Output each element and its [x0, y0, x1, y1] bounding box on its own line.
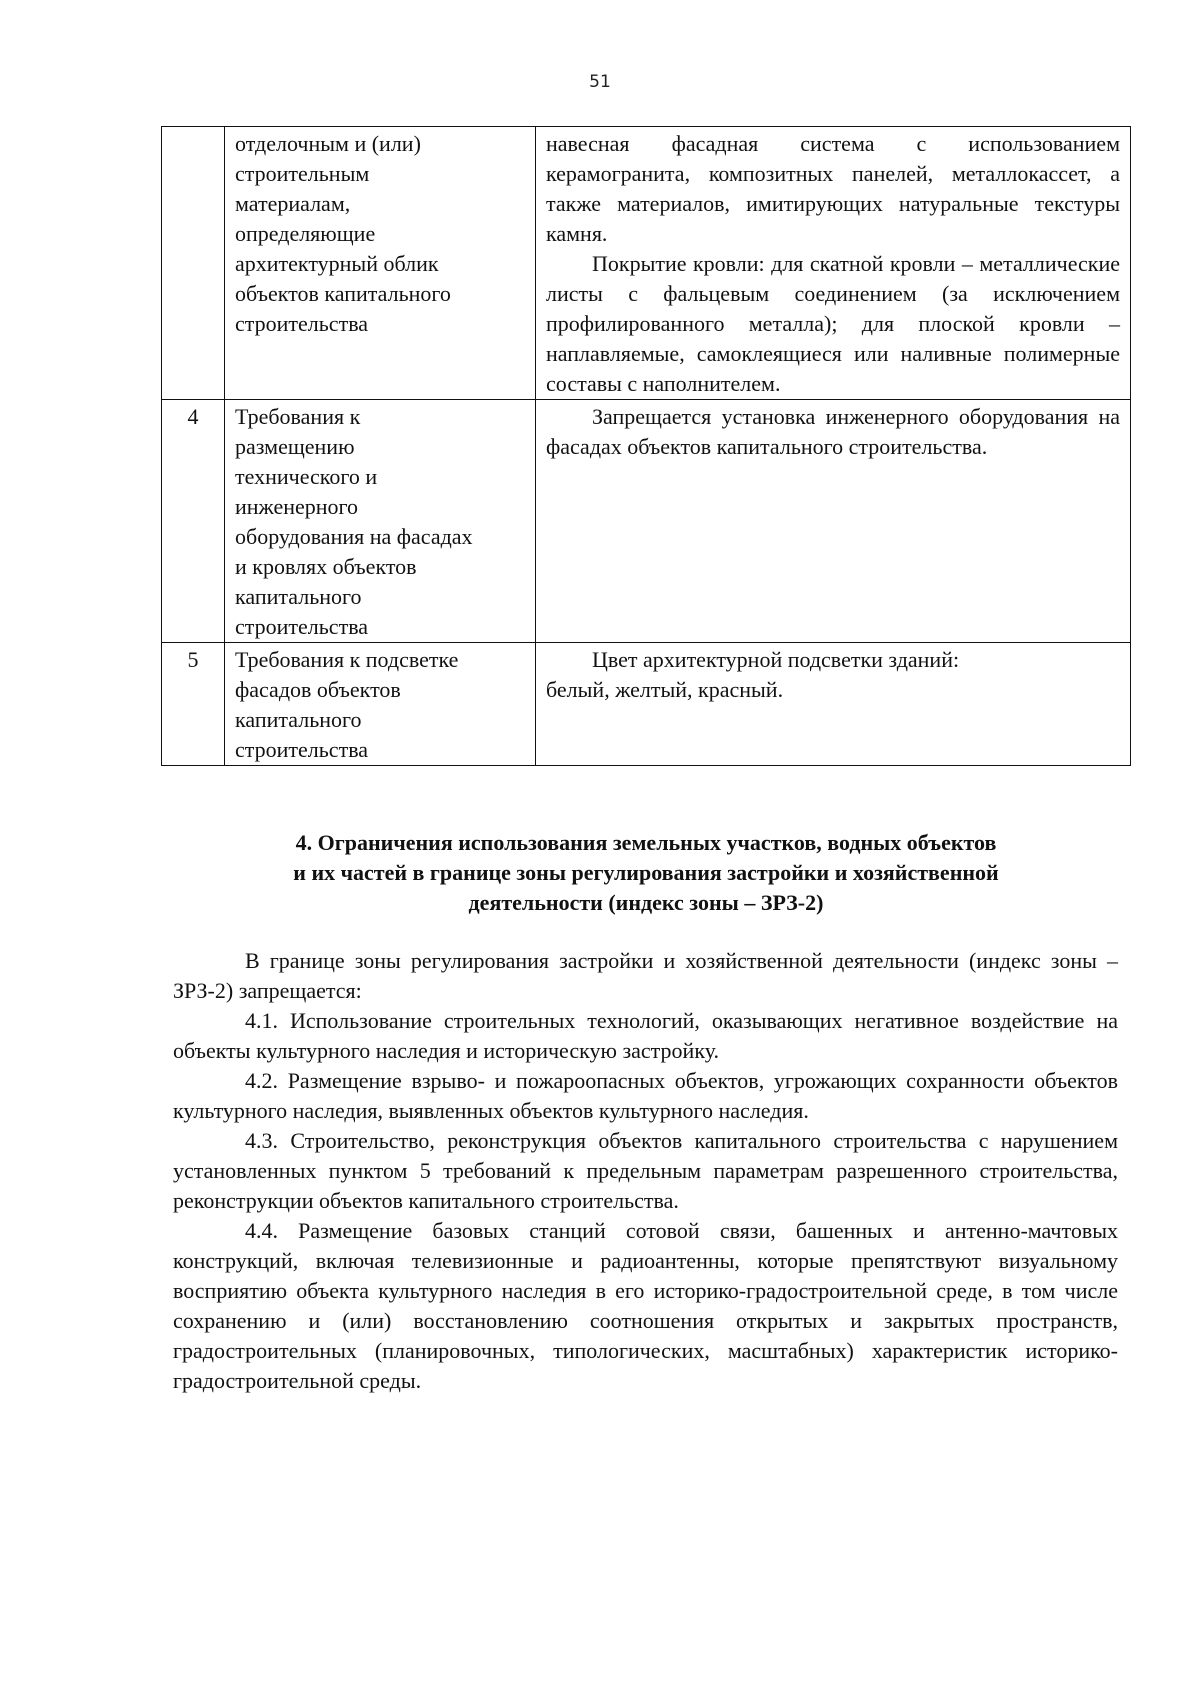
table-row: [162, 400, 1131, 643]
section-heading: [161, 828, 1131, 918]
row-number: [162, 127, 225, 400]
requirement-paragraph: навесная фасадная система с использованием керамогранита, композитных панелей, металлокассет, а также материалов, имитирующих натуральные текстуры камня.: [546, 131, 1120, 246]
name-line: капитального: [235, 707, 362, 732]
name-line: отделочным и (или): [235, 131, 421, 156]
name-line: технического и: [235, 464, 378, 489]
body-paragraph: 4.2. Размещение взрыво- и пожароопасных объектов, угрожающих сохранности объектов культурного наследия, выявленных объектов культурного наследия.: [173, 1068, 1118, 1123]
name-line: оборудования на фасадах: [235, 524, 473, 549]
heading-line: и их частей в границе зоны регулирования застройки и хозяйственной: [293, 860, 999, 885]
name-line: Требования к подсветке: [235, 647, 459, 672]
name-line: строительным: [235, 161, 370, 186]
name-line: определяющие: [235, 221, 376, 246]
name-line: фасадов объектов: [235, 677, 401, 702]
name-line: Требования к: [235, 404, 361, 429]
requirement-text: [536, 400, 1131, 643]
requirement-paragraph: Покрытие кровли: для скатной кровли – металлические листы с фальцевым соединением (за исключением профилированного металла); для плоской кровли – наплавляемые, самоклеящиеся или наливные полимерные составы с наполнителем.: [546, 251, 1120, 396]
requirement-name: [225, 643, 536, 766]
name-line: материалам,: [235, 191, 351, 216]
name-line: строительства: [235, 614, 369, 639]
name-line: инженерного: [235, 494, 359, 519]
name-line: капитального: [235, 584, 362, 609]
body-paragraph: В границе зоны регулирования застройки и хозяйственной деятельности (индекс зоны – ЗРЗ-2) запрещается:: [173, 948, 1118, 1003]
table-row: [162, 643, 1131, 766]
requirement-name: [225, 400, 536, 643]
row-number: 5: [162, 643, 225, 766]
requirement-text: [536, 127, 1131, 400]
requirement-text: [536, 643, 1131, 766]
page-number: 51: [589, 72, 611, 92]
name-line: и кровлях объектов: [235, 554, 417, 579]
regulations-table: [161, 126, 1131, 766]
body-paragraph: 4.3. Строительство, реконструкция объектов капитального строительства с нарушением установленных пунктом 5 требований к предельным параметрам разрешенного строительства, реконструкции объектов капитального строительства.: [173, 1128, 1118, 1213]
table-row: [162, 127, 1131, 400]
name-line: архитектурный облик: [235, 251, 439, 276]
body-paragraph: 4.4. Размещение базовых станций сотовой связи, башенных и антенно-мачтовых конструкций, включая телевизионные и радиоантенны, которые препятствуют визуальному восприятию объекта культурного наследия в его историко-градостроительной среде, в том числе сохранению и (или) восстановлению соотношения открытых и закрытых пространств, градостроительных (планировочных, типологических, масштабных) характеристик историко-градостроительной среды.: [173, 1218, 1118, 1393]
heading-line: деятельности (индекс зоны – ЗРЗ-2): [468, 890, 824, 915]
requirement-name: [225, 127, 536, 400]
heading-line: 4. Ограничения использования земельных участков, водных объектов: [295, 830, 997, 855]
name-line: строительства: [235, 311, 369, 336]
name-line: размещению: [235, 434, 355, 459]
name-line: объектов капитального: [235, 281, 451, 306]
requirement-paragraph: Цвет архитектурной подсветки зданий:: [592, 647, 960, 672]
section-body: [173, 946, 1118, 1396]
row-number: 4: [162, 400, 225, 643]
name-line: строительства: [235, 737, 369, 762]
requirement-paragraph: Запрещается установка инженерного оборудования на фасадах объектов капитального строительства.: [546, 404, 1120, 459]
body-paragraph: 4.1. Использование строительных технологий, оказывающих негативное воздействие на объекты культурного наследия и историческую застройку.: [173, 1008, 1118, 1063]
requirement-paragraph: белый, желтый, красный.: [546, 677, 784, 702]
